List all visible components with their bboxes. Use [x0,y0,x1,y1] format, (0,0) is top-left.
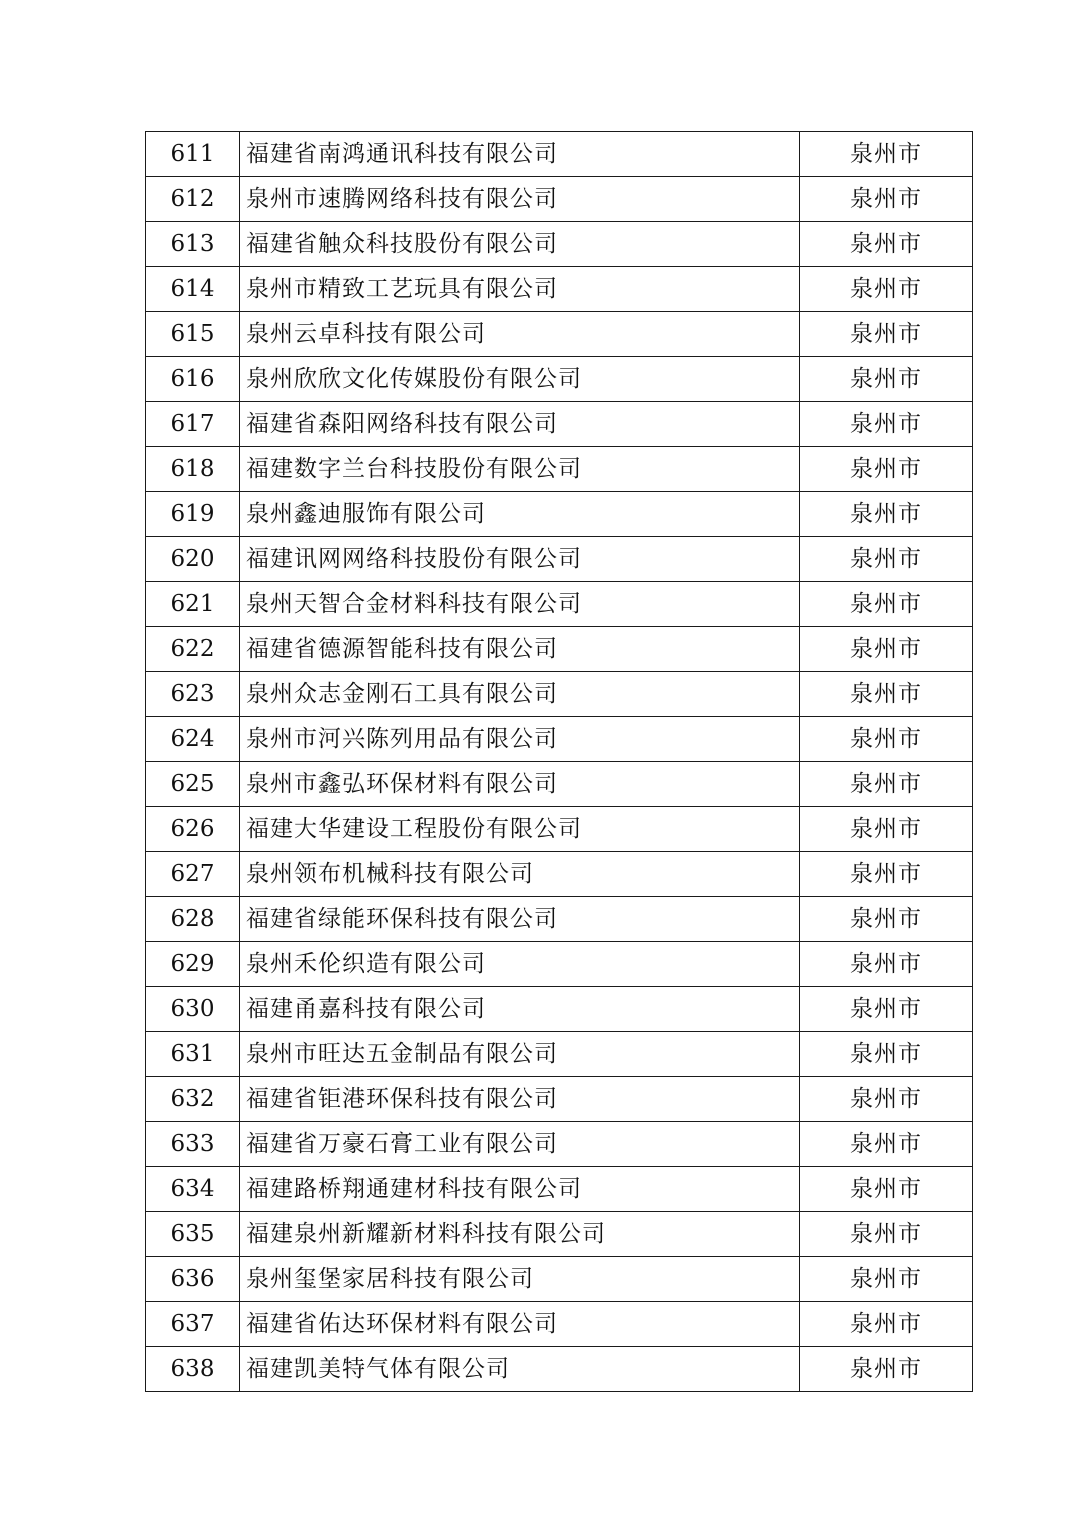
city-cell: 泉州市 [800,897,973,942]
table-row [146,672,973,717]
company-name-cell: 福建泉州新耀新材料科技有限公司 [240,1212,800,1257]
city-cell: 泉州市 [800,852,973,897]
table-row [146,1077,973,1122]
table-row [146,1122,973,1167]
row-number-cell: 631 [146,1032,240,1077]
row-number-cell: 636 [146,1257,240,1302]
city-cell: 泉州市 [800,312,973,357]
row-number-cell: 637 [146,1302,240,1347]
company-name-cell: 福建省绿能环保科技有限公司 [240,897,800,942]
table-row [146,1032,973,1077]
city-cell: 泉州市 [800,447,973,492]
row-number-cell: 627 [146,852,240,897]
row-number-cell: 635 [146,1212,240,1257]
row-number-cell: 626 [146,807,240,852]
table-row [146,942,973,987]
company-name-cell: 福建省万豪石膏工业有限公司 [240,1122,800,1167]
city-cell: 泉州市 [800,492,973,537]
city-cell: 泉州市 [800,717,973,762]
table-row [146,1212,973,1257]
table-row [146,1257,973,1302]
table-row [146,987,973,1032]
table-row [146,312,973,357]
city-cell: 泉州市 [800,222,973,267]
table-row [146,762,973,807]
row-number-cell: 613 [146,222,240,267]
row-number-cell: 628 [146,897,240,942]
city-cell: 泉州市 [800,132,973,177]
city-cell: 泉州市 [800,1302,973,1347]
city-cell: 泉州市 [800,1257,973,1302]
city-cell: 泉州市 [800,1077,973,1122]
table-row [146,627,973,672]
row-number-cell: 621 [146,582,240,627]
company-name-cell: 福建省佑达环保材料有限公司 [240,1302,800,1347]
company-name-cell: 福建数字兰台科技股份有限公司 [240,447,800,492]
city-cell: 泉州市 [800,1122,973,1167]
table-row [146,402,973,447]
table-row [146,222,973,267]
company-name-cell: 泉州鑫迪服饰有限公司 [240,492,800,537]
table-row [146,897,973,942]
company-name-cell: 福建省德源智能科技有限公司 [240,627,800,672]
row-number-cell: 615 [146,312,240,357]
city-cell: 泉州市 [800,627,973,672]
company-name-cell: 福建省南鸿通讯科技有限公司 [240,132,800,177]
table-row [146,447,973,492]
city-cell: 泉州市 [800,807,973,852]
table-body [146,132,973,1392]
row-number-cell: 634 [146,1167,240,1212]
company-name-cell: 泉州众志金刚石工具有限公司 [240,672,800,717]
company-name-cell: 泉州市精致工艺玩具有限公司 [240,267,800,312]
city-cell: 泉州市 [800,402,973,447]
company-name-cell: 福建省森阳网络科技有限公司 [240,402,800,447]
company-name-cell: 福建甬嘉科技有限公司 [240,987,800,1032]
row-number-cell: 633 [146,1122,240,1167]
row-number-cell: 617 [146,402,240,447]
table-row [146,1302,973,1347]
city-cell: 泉州市 [800,177,973,222]
row-number-cell: 625 [146,762,240,807]
city-cell: 泉州市 [800,672,973,717]
table-row [146,717,973,762]
city-cell: 泉州市 [800,762,973,807]
city-cell: 泉州市 [800,987,973,1032]
city-cell: 泉州市 [800,267,973,312]
table-row [146,1347,973,1392]
table-row [146,852,973,897]
company-name-cell: 泉州市旺达五金制品有限公司 [240,1032,800,1077]
row-number-cell: 638 [146,1347,240,1392]
row-number-cell: 618 [146,447,240,492]
company-name-cell: 泉州禾伦织造有限公司 [240,942,800,987]
company-name-cell: 福建凯美特气体有限公司 [240,1347,800,1392]
table-row [146,177,973,222]
city-cell: 泉州市 [800,1347,973,1392]
company-table [145,131,973,1392]
table-row [146,1167,973,1212]
table-row [146,267,973,312]
table-row [146,537,973,582]
table-row [146,132,973,177]
company-name-cell: 福建省钜港环保科技有限公司 [240,1077,800,1122]
company-name-cell: 泉州欣欣文化传媒股份有限公司 [240,357,800,402]
company-name-cell: 泉州市速腾网络科技有限公司 [240,177,800,222]
row-number-cell: 616 [146,357,240,402]
row-number-cell: 619 [146,492,240,537]
company-name-cell: 泉州云卓科技有限公司 [240,312,800,357]
table-row [146,492,973,537]
city-cell: 泉州市 [800,537,973,582]
company-name-cell: 福建大华建设工程股份有限公司 [240,807,800,852]
row-number-cell: 611 [146,132,240,177]
row-number-cell: 620 [146,537,240,582]
table-row [146,807,973,852]
row-number-cell: 632 [146,1077,240,1122]
company-name-cell: 泉州天智合金材料科技有限公司 [240,582,800,627]
city-cell: 泉州市 [800,357,973,402]
row-number-cell: 612 [146,177,240,222]
row-number-cell: 629 [146,942,240,987]
table-row [146,357,973,402]
company-name-cell: 福建路桥翔通建材科技有限公司 [240,1167,800,1212]
company-name-cell: 泉州玺堡家居科技有限公司 [240,1257,800,1302]
row-number-cell: 630 [146,987,240,1032]
city-cell: 泉州市 [800,1032,973,1077]
company-name-cell: 泉州领布机械科技有限公司 [240,852,800,897]
company-name-cell: 泉州市鑫弘环保材料有限公司 [240,762,800,807]
city-cell: 泉州市 [800,582,973,627]
company-name-cell: 福建省触众科技股份有限公司 [240,222,800,267]
city-cell: 泉州市 [800,942,973,987]
row-number-cell: 624 [146,717,240,762]
city-cell: 泉州市 [800,1167,973,1212]
table-row [146,582,973,627]
row-number-cell: 614 [146,267,240,312]
row-number-cell: 622 [146,627,240,672]
row-number-cell: 623 [146,672,240,717]
company-name-cell: 泉州市河兴陈列用品有限公司 [240,717,800,762]
company-name-cell: 福建讯网网络科技股份有限公司 [240,537,800,582]
city-cell: 泉州市 [800,1212,973,1257]
